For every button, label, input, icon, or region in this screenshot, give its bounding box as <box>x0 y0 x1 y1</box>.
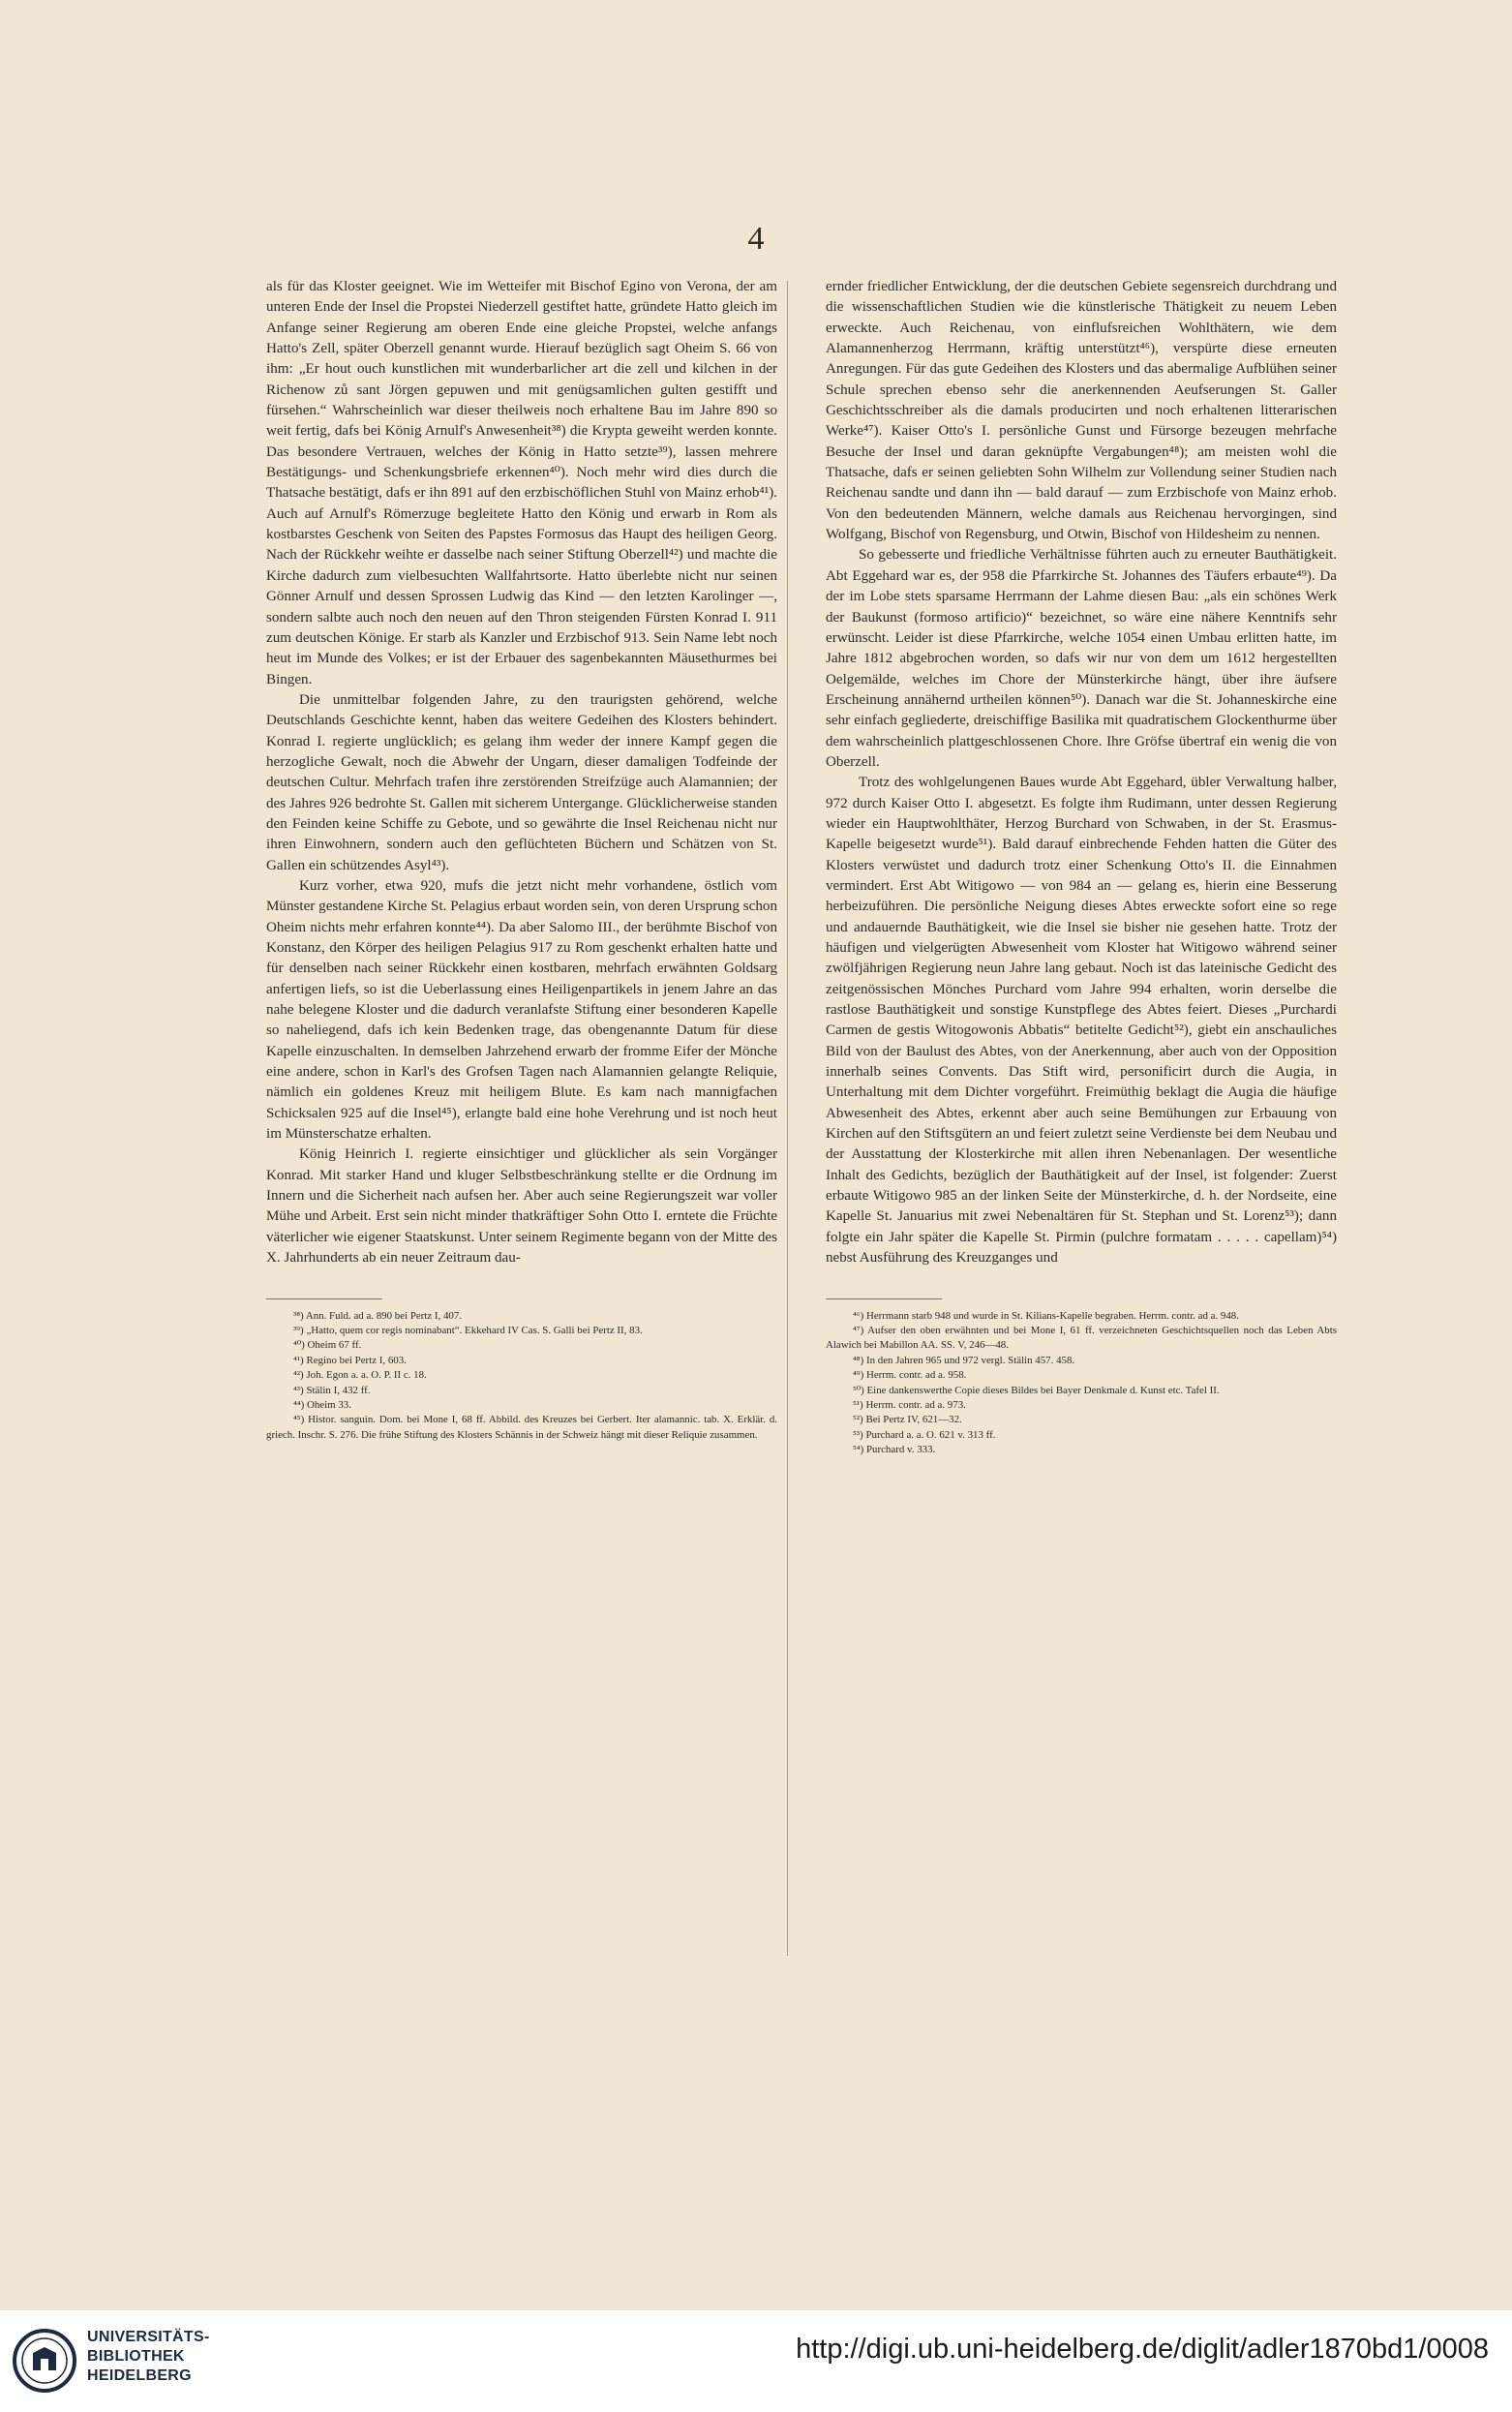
footnote: ⁵⁰) Eine dankenswerthe Copie dieses Bildes bei Bayer Denkmale d. Kunst etc. Tafel II. <box>853 1384 1220 1396</box>
body-paragraph: So gebesserte und friedliche Verhältnisse führten auch zu erneuter Bauthätigkeit. Abt Eggehard war es, der 958 die Pfarrkirche St. Johannes des Täufers erbaute⁴⁹). Da der im Lobe stets sparsame Herrmann der Lahme diesen Bau: „als ein schönes Werk der Baukunst (formoso artificio)“ bezeichnet, so wäre eine nähere Kenntnifs sehr erwünscht. Leider ist diese Pfarrkirche, welche 1054 einen Umbau erlitten hatte, im Jahre 1812 abgebrochen worden, so dafs wir nur von dem um 1612 hergestellten Oelgemälde, welches im Chore der Münsterkirche hängt, über ihre äufsere Erscheinung annähernd urtheilen können⁵⁰). Danach war die St. Johanneskirche eine sehr einfach gegliederte, dreischiffige Basilika mit quadratischem Glockenthurme über dem wahrscheinlich plattgeschlossenen Chore. Ihre Gröfse übertraf ein wenig die von Oberzell. <box>826 547 1337 770</box>
left-column <box>266 277 777 1443</box>
footnote: ⁴³) Stälin I, 432 ff. <box>293 1384 371 1396</box>
footnote: ⁵²) Bei Pertz IV, 621—32. <box>853 1414 962 1426</box>
body-paragraph: Trotz des wohlgelungenen Baues wurde Abt Eggehard, übler Verwaltung halber, 972 durch Kaiser Otto I. abgesetzt. Es folgte ihm Rudimann, unter dessen Regierung wieder ein Hauptwohlthäter, Herzog Burchard von Schwaben, in der St. Erasmus-Kapelle beigesetzt wurde⁵¹). Bald darauf einbrechende Fehden hatten die Güter des Klosters verwüstet und dadurch trotz einer Schenkung Otto's II. die Einnahmen vermindert. Erst Abt Witigowo — von 984 an — gelang es, hierin eine Besserung herbeizuführen. Die persönliche Neigung dieses Abtes erweckte sofort eine so rege und andauernde Bauthätigkeit, wie die Insel sie bisher nie gesehen hatte. Trotz der häufigen und vielgerügten Abwesenheit vom Kloster hat Witigowo während seiner zwölfjährigen Regierung neun Jahre lang gebaut. Noch ist das lateinische Gedicht des zeitgenössischen Mönches Purchard vom Jahre 994 erhalten, worin derselbe die rastlose Bauthätigkeit und sonstige Kunstpflege des Abtes feiert. Dieses „Purchardi Carmen de gestis Witogowonis Abbatis“ betitelte Gedicht⁵²), giebt ein anschauliches Bild von der Baulust des Abtes, von der Anerkennung, aber auch von der Opposition innerhalb seines Convents. Das Stift wird, personificirt durch die Augia, in Unterhaltung mit dem Dichter vorgeführt. Freimüthig beklagt die Augia die häufige Abwesenheit des Abtes, erkennt aber auch seine Bemühungen zur Erbauung von Kirchen auf den Stiftsgütern an und feiert zuletzt seine Verdienste bei dem Neubau und der Ausstattung der Klosterkirche mit allen ihren Nebenanlagen. Der wesentliche Inhalt des Gedichts, bezüglich der Bauthätigkeit auf der Insel, ist folgender: Zuerst erbaute Witigowo 985 an der linken Seite der Münsterkirche, d. h. der Nordseite, eine Kapelle St. Januarius mit zwei Nebenaltären für St. Stephan und St. Lorenz⁵³); dann folgte ein Jahr später die Kapelle St. Pirmin (pulchre formatam . . . . . capellam)⁵⁴) nebst Ausführung des Kreuzganges und <box>826 775 1337 1267</box>
institution-name[interactable] <box>87 2328 210 2386</box>
institution-line: HEIDELBERG <box>87 2367 192 2384</box>
footnotes <box>266 1309 777 1444</box>
column-divider <box>787 281 788 1956</box>
footnote: ⁴⁷) Aufser den oben erwähnten und bei Mone I, 61 ff. verzeichneten Geschichtsquellen noch das Leben Abts Alawich bei Mabillon AA. SS. V, 246—48. <box>826 1324 1338 1352</box>
footnote: ⁴⁸) In den Jahren 965 und 972 vergl. Stälin 457. 458. <box>853 1354 1075 1366</box>
body-paragraph: Die unmittelbar folgenden Jahre, zu den traurigsten gehörend, welche Deutschlands Geschichte kennt, haben das weitere Gedeihen des Klosters behindert. Konrad I. regierte unglücklich; es gelang ihm weder der innere Kampf gegen die herzogliche Gewalt, noch die Abwehr der Ungarn, dieser damaligen Todfeinde der deutschen Cultur. Mehrfach trafen ihre zerstörenden Streifzüge auch Alamannien; der des Jahres 926 bedrohte St. Gallen mit sicherem Untergange. Glücklicherweise standen den Feinden keine Schiffe zu Gebote, und so gewährte die Insel Reichenau nicht nur ihren Einwohnern, sondern auch den geflüchteten Büchern und Schätzen von St. Gallen ein schützendes Asyl⁴³). <box>266 691 777 873</box>
source-url-link[interactable]: http://digi.ub.uni-heidelberg.de/diglit/adler1870bd1/0008 <box>796 2334 1489 2365</box>
footnotes <box>826 1309 1337 1458</box>
footnote: ⁵³) Purchard a. a. O. 621 v. 313 ff. <box>853 1428 996 1441</box>
footnote: ³⁸) Ann. Fuld. ad a. 890 bei Pertz I, 407. <box>293 1309 463 1322</box>
footnote-divider <box>826 1298 942 1299</box>
right-column <box>826 277 1337 1458</box>
footnote: ³⁹) „Hatto, quem cor regis nominabant“. Ekkehard IV Cas. S. Galli bei Pertz II, 83. <box>293 1324 643 1336</box>
body-paragraph: König Heinrich I. regierte einsichtiger und glücklicher als sein Vorgänger Konrad. Mit starker Hand und kluger Selbstbeschränkung stellte er die Ordnung im Innern und die Sicherheit nach aufsen her. Aber auch seine Regierungszeit war voller Mühe und Arbeit. Erst sein nicht minder thatkräftiger Sohn Otto I. erntete die Früchte väterlicher wie eigener Staatskunst. Unter seinem Regimente begann von der Mitte des X. Jahrhunderts ab ein neuer Zeitraum dau- <box>266 1146 777 1267</box>
footnote: ⁴⁵) Histor. sanguin. Dom. bei Mone I, 68 ff. Abbild. des Kreuzes bei Gerbert. Iter alamannic. tab. X. Erklär. d. griech. Inschr. S. 276. Die frühe Stiftung des Klosters Schännis in der Schweiz hängt mit dieser Reliquie zusammen. <box>266 1414 777 1441</box>
body-paragraph: als für das Kloster geeignet. Wie im Wetteifer mit Bischof Egino von Verona, der am unteren Ende der Insel die Propstei Niederzell gestiftet hatte, gründete Hatto gleich im Anfange seiner Regierung am oberen Ende eine gleiche Propstei, welche anfangs Hatto's Zell, später Oberzell genannt wurde. Hierauf bezüglich sagt Oheim S. 66 von ihm: „Er hout ouch kunstlichen mit wunderbarlicher art die zell und kilchen in der Richenow zů sant Jörgen gepuwen und mit genügsamlichen gulten gestifft und fürsehen.“ Wahrscheinlich war dieser theilweis noch erhaltene Bau im Jahre 890 so weit fertig, dafs bei König Arnulf's Anwesenheit³⁸) die Krypta geweiht werden konnte. Das besondere Vertrauen, welches der König in Hatto setzte³⁹), lassen mehrere Bestätigungs- und Schenkungsbriefe erkennen⁴⁰). Noch mehr wird dies durch die Thatsache bestätigt, dafs er ihn 891 auf den erzbischöflichen Stuhl von Mainz erhob⁴¹). Auch auf Arnulf's Römerzuge begleitete Hatto den König und erwarb in Rom als kostbarstes Geschenk von Seiten des Papstes Formosus das Haupt des heiligen Georg. Nach der Rückkehr weihte er dasselbe nach seiner Stiftung Oberzell⁴²) und machte die Kirche dadurch zum vielbesuchten Wallfahrtsorte. Hatto überlebte nicht nur seinen Gönner Arnulf und dessen Sprossen Ludwig das Kind — den letzten Karolinger —, sondern salbte auch noch den neuen auf den Thron steigenden Fürsten Konrad I. 911 zum deutschen Könige. Er starb als Kanzler und Erzbischof 913. Sein Name lebt noch heut im Munde des Volkes; er ist der Erbauer des sagenbekannten Mäusethurmes bei Bingen. <box>266 279 777 687</box>
footnote: ⁴²) Joh. Egon a. a. O. P. II c. 18. <box>293 1369 427 1382</box>
body-paragraph: ernder friedlicher Entwicklung, der die deutschen Gebiete segensreich durchdrang und die wissenschaftlichen Studien wie die künstlerische Thätigkeit zu neuem Leben erweckte. Auch Reichenau, von einflufsreichen Wohlthätern, wie dem Alamannenherzog Herrmann, kräftig unterstützt⁴⁶), verspürte diese erneuten Anregungen. Für das gute Gedeihen des Klosters und das abermalige Aufblühen seiner Schule sprechen ebenso sehr die anerkennenden Aeufserungen St. Galler Geschichtsschreiber als die damals producirten und noch erhaltenen litterarischen Werke⁴⁷). Kaiser Otto's I. persönliche Gunst und Fürsorge bezeugen mehrfache Besuche der Insel und daran geknüpfte Vergabungen⁴⁸); am meisten wohl die Thatsache, dafs er seinen geliebten Sohn Wilhelm zur Vollendung seiner Studien nach Reichenau sandte und dann ihn — bald darauf — zum Erzbischofe von Mainz erhob. Von den bedeutenden Männern, welche damals aus Reichenau hervorgingen, sind Wolfgang, Bischof von Regensburg, und Otwin, Bischof von Hildesheim zu nennen. <box>826 279 1337 543</box>
footnote: ⁴⁴) Oheim 33. <box>293 1398 351 1411</box>
footnote: ⁴⁰) Oheim 67 ff. <box>293 1339 362 1352</box>
footnote: ⁴⁶) Herrmann starb 948 und wurde in St. Kilians-Kapelle begraben. Herrm. contr. ad a. 948. <box>853 1309 1239 1322</box>
university-seal-icon[interactable] <box>12 2328 77 2394</box>
footnote: ⁴⁹) Herrm. contr. ad a. 958. <box>853 1369 967 1382</box>
footnote: ⁵¹) Herrm. contr. ad a. 973. <box>853 1398 966 1411</box>
footnote: ⁴¹) Regino bei Pertz I, 603. <box>293 1354 407 1366</box>
institution-line: BIBLIOTHEK <box>87 2348 185 2365</box>
footnote-divider <box>266 1298 382 1299</box>
institution-line: UNIVERSITÄTS- <box>87 2329 210 2345</box>
footnote: ⁵⁴) Purchard v. 333. <box>853 1444 936 1456</box>
page-number: 4 <box>747 221 765 257</box>
body-paragraph: Kurz vorher, etwa 920, mufs die jetzt nicht mehr vorhandene, östlich vom Münster gestandene Kirche St. Pelagius erbaut worden sein, von deren Ursprung schon Oheim nichts mehr erfahren konnte⁴⁴). Da aber Salomo III., der berühmte Bischof von Konstanz, den Körper des heiligen Pelagius 917 zu Rom geschenkt erhalten hatte und für denselben nach seiner Rückkehr einen kostbaren, mehrfach erwähnten Goldsarg anfertigen liefs, so ist die Ueberlassung eines Heiligenpartikels in jenem Jahre an das nahe belegene Kloster und die dadurch veranlafste Stiftung einer besonderen Kapelle so naheliegend, dafs ich kein Bedenken trage, das obengenannte Datum für diese Kapelle einzuschalten. In demselben Jahrzehend erwarb der fromme Eifer der Mönche eine andere, schon in Karl's des Grofsen Tagen nach Alamannien gelangte Reliquie, nämlich ein goldenes Kreuz mit heiligem Blute. Es kam nach mannigfachen Schicksalen 925 auf die Insel⁴⁵), erlangte bald eine hohe Verehrung und ist noch heut im Münsterschatze erhalten. <box>266 877 777 1143</box>
